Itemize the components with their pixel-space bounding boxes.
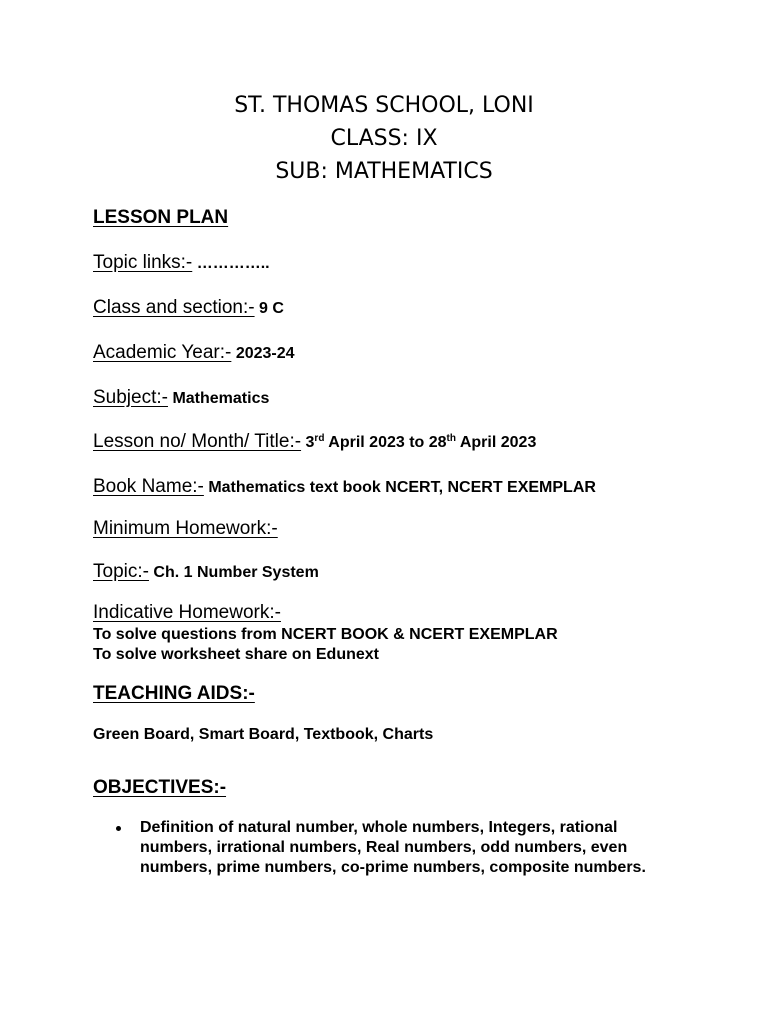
- subject-line: SUB: MATHEMATICS: [275, 159, 493, 184]
- indicative-homework-label: Indicative Homework:-: [93, 602, 281, 623]
- lesson-end-sup: th: [446, 433, 456, 444]
- min-homework-label: Minimum Homework:-: [93, 518, 278, 539]
- academic-year-value: 2023-24: [235, 345, 295, 362]
- topic-links-value: …………..: [196, 255, 270, 272]
- bullet-icon: [116, 826, 121, 831]
- indicative-homework-line-1: To solve questions from NCERT BOOK & NCERT EXEMPLAR: [93, 626, 558, 643]
- subject-row: [93, 387, 269, 409]
- objective-text: Definition of natural number, whole numbers, Integers, rational numbers, irrational numbers, Real numbers, odd numbers, even numbers, prime numbers, co-prime numbers, composite numbers.: [140, 819, 646, 876]
- document-header: [0, 89, 768, 188]
- topic-value: Ch. 1 Number System: [153, 564, 319, 581]
- topic-links-label: Topic links:-: [93, 252, 193, 273]
- class-section-value: 9 C: [259, 300, 284, 317]
- lesson-row: [93, 431, 536, 453]
- lesson-label: Lesson no/ Month/ Title:-: [93, 431, 302, 452]
- teaching-aids-heading: TEACHING AIDS:-: [93, 683, 255, 704]
- topic-label: Topic:-: [93, 561, 149, 582]
- lesson-start-day: 3: [305, 434, 315, 451]
- teaching-aids-text: Green Board, Smart Board, Textbook, Charts: [93, 726, 434, 743]
- min-homework-row: [93, 518, 278, 540]
- class-section-label: Class and section:-: [93, 297, 255, 318]
- objective-item: [114, 818, 674, 878]
- topic-links-row: [93, 252, 270, 274]
- academic-year-row: [93, 342, 295, 364]
- class-section-row: [93, 297, 284, 319]
- lesson-end-rest: April 2023: [456, 434, 537, 451]
- class-line: CLASS: IX: [330, 126, 438, 151]
- subject-value: Mathematics: [172, 390, 270, 407]
- school-name: ST. THOMAS SCHOOL, LONI: [234, 93, 534, 118]
- book-row: [93, 476, 596, 498]
- topic-row: [93, 561, 319, 583]
- indicative-homework-row: [93, 602, 281, 624]
- lesson-value: [306, 434, 537, 451]
- book-value: Mathematics text book NCERT, NCERT EXEMPLAR: [208, 479, 596, 496]
- objectives-heading: OBJECTIVES:-: [93, 777, 227, 798]
- objectives-list: [114, 818, 674, 878]
- academic-year-label: Academic Year:-: [93, 342, 232, 363]
- indicative-homework-line-2: To solve worksheet share on Edunext: [93, 646, 379, 663]
- lesson-start-rest: April 2023 to 28: [324, 434, 447, 451]
- lesson-start-sup: rd: [314, 433, 325, 444]
- subject-label: Subject:-: [93, 387, 168, 408]
- book-label: Book Name:-: [93, 476, 204, 497]
- lesson-plan-heading: LESSON PLAN: [93, 207, 229, 228]
